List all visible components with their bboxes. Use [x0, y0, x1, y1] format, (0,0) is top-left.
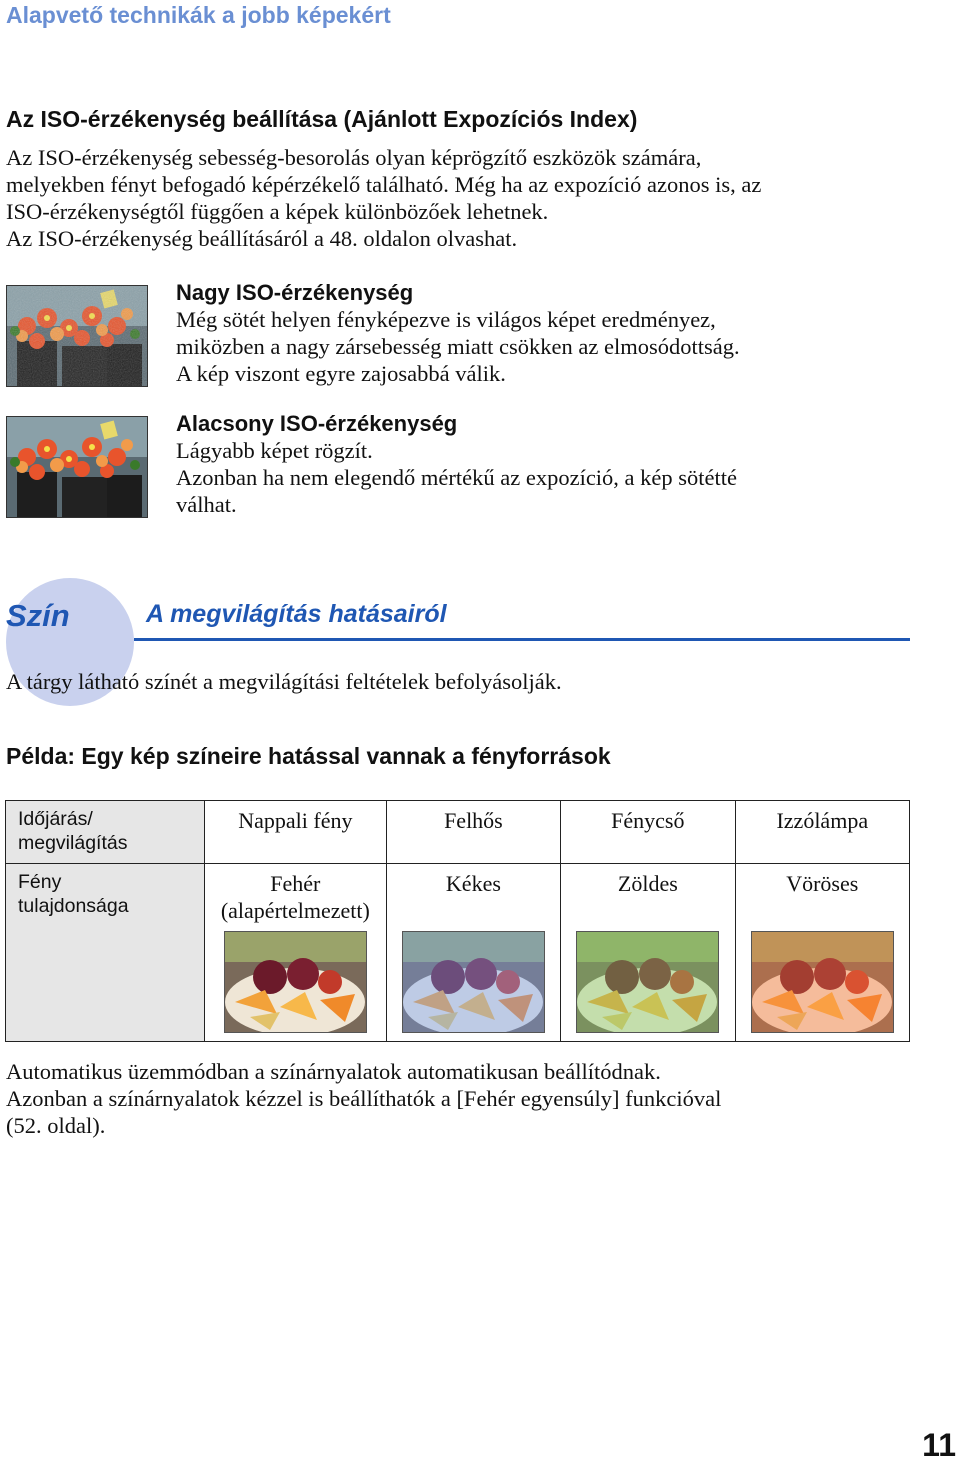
row-header-property [6, 864, 205, 1042]
high-iso-flower-photo [6, 285, 148, 387]
iso-intro-line: Az ISO-érzékenység beállításáról a 48. oldalon olvashat. [6, 226, 518, 251]
table-cell-light: Fénycső [561, 801, 735, 864]
property-line: Kékes [445, 871, 501, 896]
high-iso-line: A kép viszont egyre zajosabbá válik. [176, 361, 506, 386]
property-line: Fehér [270, 871, 321, 896]
color-intro-text: A tárgy látható színét a megvilágítási feltételek befolyásolják. [6, 669, 562, 694]
low-iso-line: Lágyabb képet rögzít. [176, 438, 373, 463]
table-cell-light: Izzólámpa [735, 801, 909, 864]
color-section-label: Szín [6, 598, 70, 633]
low-iso-flower-photo [6, 416, 148, 518]
iso-intro-line: Az ISO-érzékenység sebesség-besorolás olyan képrögzítő eszközök számára, [6, 145, 702, 170]
table-cell-property [386, 864, 560, 1042]
table-row [6, 864, 910, 1042]
page-number: 11 [922, 1427, 956, 1463]
color-section-subtitle: A megvilágítás hatásairól [146, 600, 447, 628]
food-photo-daylight [224, 931, 367, 1033]
iso-intro-line: melyekben fényt befogadó képérzékelő található. Még ha az expozíció azonos is, az [6, 172, 762, 197]
table-cell-property [205, 864, 387, 1042]
row-header-line: tulajdonsága [18, 895, 129, 917]
property-line: Vöröses [786, 871, 859, 896]
low-iso-description [176, 437, 737, 518]
outro-line: (52. oldal). [6, 1113, 106, 1138]
high-iso-line: miközben a nagy zársebesség miatt csökken az elmosódottság. [176, 334, 740, 359]
row-header-line: Fény [18, 871, 62, 893]
section-divider-line [134, 638, 910, 641]
outro-line: Automatikus üzemmódban a színárnyalatok automatikusan beállítódnak. [6, 1059, 661, 1084]
iso-intro-paragraph [6, 144, 761, 252]
iso-intro-line: ISO-érzékenységtől függően a képek különbözőek lehetnek. [6, 199, 549, 224]
running-header: Alapvető technikák a jobb képekért [6, 2, 391, 28]
low-iso-line: Azonban ha nem elegendő mértékű az expozíció, a kép sötétté [176, 465, 738, 490]
food-photo-cloudy [402, 931, 545, 1033]
table-cell-property [735, 864, 909, 1042]
food-photo-fluorescent [576, 931, 719, 1033]
low-iso-heading: Alacsony ISO-érzékenység [176, 411, 458, 436]
property-line: Zöldes [617, 871, 678, 896]
row-header-line: megvilágítás [18, 832, 128, 854]
row-header-weather [6, 801, 205, 864]
color-outro-paragraph [6, 1058, 721, 1139]
high-iso-description [176, 306, 740, 387]
row-header-line: Időjárás/ [18, 808, 93, 830]
lighting-table [5, 800, 910, 1042]
table-row [6, 801, 910, 864]
food-photo-incandescent [751, 931, 894, 1033]
iso-section-title: Az ISO-érzékenység beállítása (Ajánlott Expozíciós Index) [6, 106, 638, 132]
property-line: (alapértelmezett) [220, 898, 370, 923]
high-iso-heading: Nagy ISO-érzékenység [176, 280, 414, 305]
table-cell-light: Felhős [386, 801, 560, 864]
table-cell-light: Nappali fény [205, 801, 387, 864]
example-title: Példa: Egy kép színeire hatással vannak a fényforrások [6, 743, 611, 769]
low-iso-line: válhat. [176, 492, 237, 517]
outro-line: Azonban a színárnyalatok kézzel is beállíthatók a [Fehér egyensúly] funkcióval [6, 1086, 722, 1111]
high-iso-line: Még sötét helyen fényképezve is világos képet eredményez, [176, 307, 716, 332]
table-cell-property [561, 864, 735, 1042]
